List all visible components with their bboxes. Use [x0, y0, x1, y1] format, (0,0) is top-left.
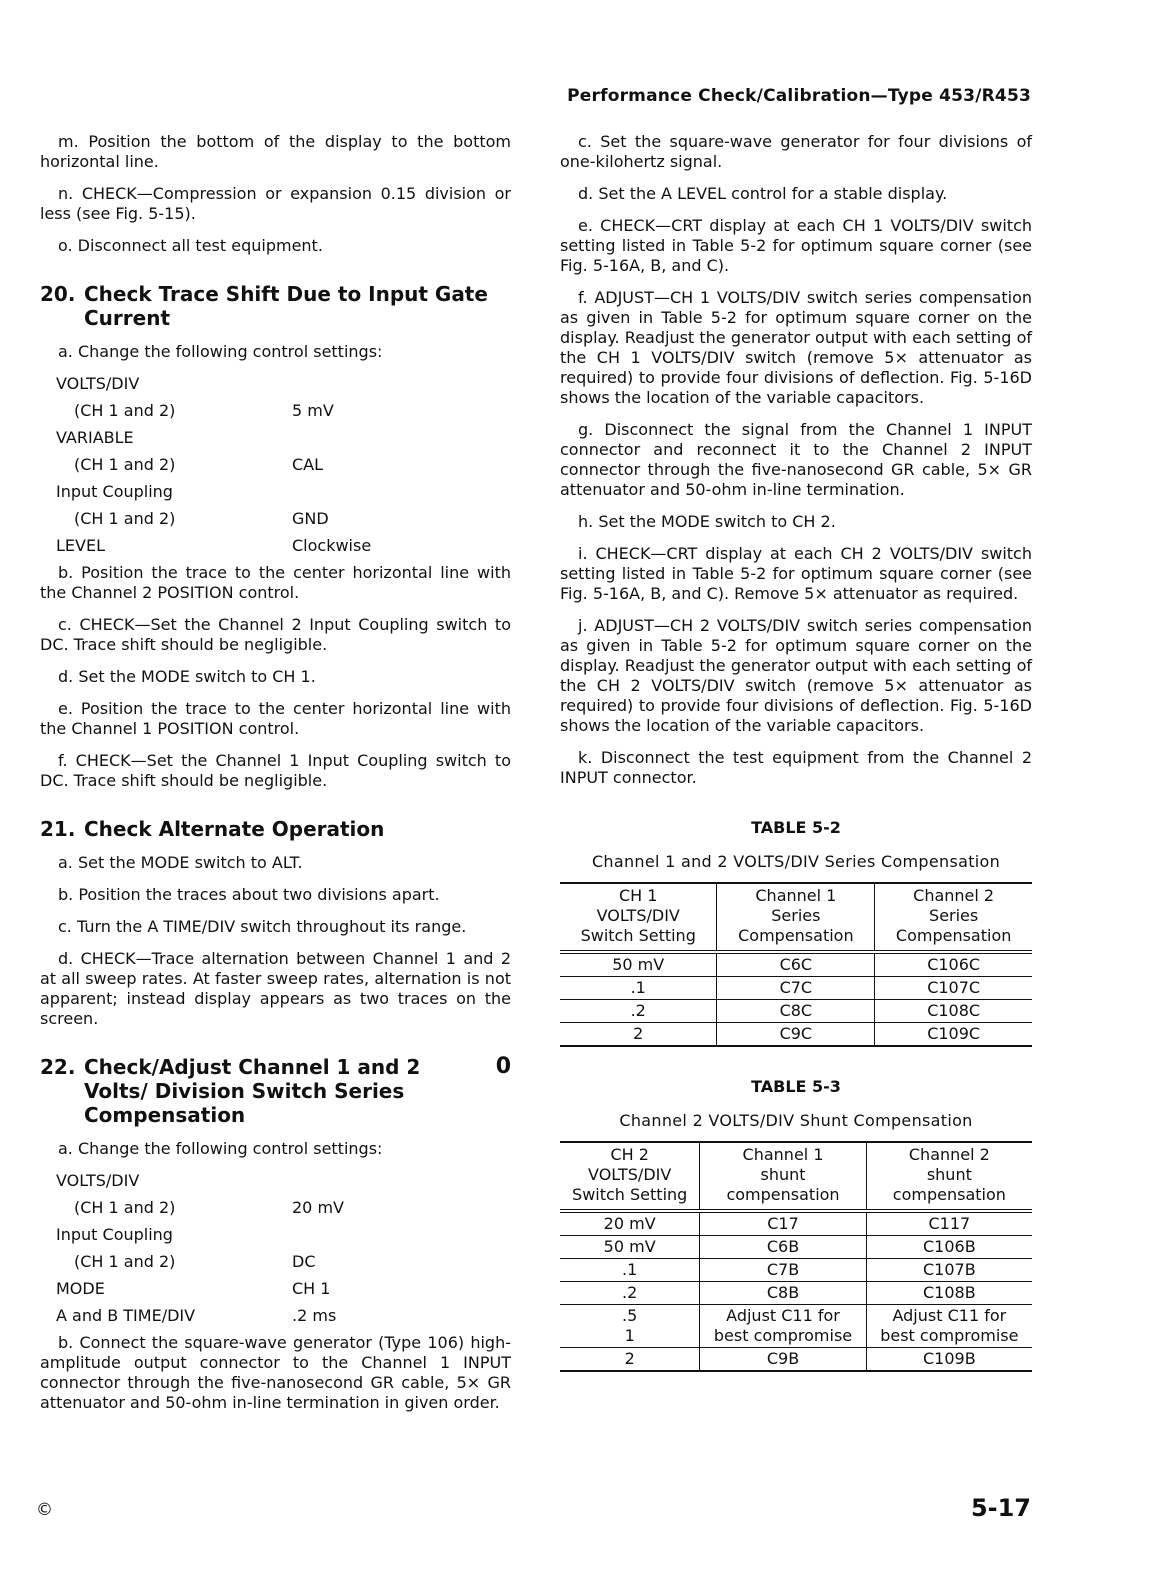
step-i: i. CHECK—CRT display at each CH 2 VOLTS/DIV switch setting listed in Table 5-2 for optimum square corner (see Fig. 5-16A, B, and C). Remove 5× attenuator as required. — [560, 544, 1032, 603]
column-header: Channel 1 Series Compensation — [717, 883, 875, 952]
s22-step-a: a. Change the following control settings: — [58, 1139, 383, 1158]
setting-row — [56, 1171, 511, 1191]
s20-step-c: c. CHECK—Set the Channel 2 Input Coupling switch to DC. Trace shift should be negligible. — [40, 615, 511, 654]
table-cell: C9C — [717, 1023, 875, 1047]
table-row — [560, 952, 1032, 977]
setting-name: (CH 1 and 2) — [74, 455, 176, 474]
step-n: n. CHECK—Compression or expansion 0.15 division or less (see Fig. 5-15). — [40, 184, 511, 223]
setting-row — [56, 1306, 511, 1326]
setting-value: GND — [292, 509, 329, 528]
table-cell: C17 — [700, 1211, 866, 1236]
running-header: Performance Check/Calibration—Type 453/R453 — [567, 86, 1031, 106]
table-cell: C117 — [866, 1211, 1032, 1236]
setting-name: (CH 1 and 2) — [74, 509, 176, 528]
setting-name: (CH 1 and 2) — [74, 1198, 176, 1217]
s20-step-e: e. Position the trace to the center horizontal line with the Channel 1 POSITION control. — [40, 699, 511, 738]
table-cell: C9B — [700, 1348, 866, 1372]
column-header: Channel 2 shunt compensation — [866, 1142, 1032, 1211]
table-cell: Adjust C11 for best compromise — [866, 1305, 1032, 1348]
table-cell: Adjust C11 for best compromise — [700, 1305, 866, 1348]
section-22-heading — [40, 1055, 511, 1127]
s22-step-b: b. Connect the square-wave generator (Type 106) high-amplitude output connector to the Channel 1 INPUT connector through the five-nanosecond GR cable, 5× GR attenuator and 50-ohm in-line termination in given order. — [40, 1333, 511, 1412]
section-number: 22. — [40, 1055, 76, 1079]
table-cell: .1 — [560, 1259, 700, 1282]
column-header: CH 2 VOLTS/DIV Switch Setting — [560, 1142, 700, 1211]
table-cell: .2 — [560, 1282, 700, 1305]
step-m: m. Position the bottom of the display to the bottom horizontal line. — [40, 132, 511, 171]
table-cell: C8C — [717, 1000, 875, 1023]
right-column — [560, 132, 1032, 1372]
setting-row — [56, 374, 511, 394]
setting-row — [56, 1198, 511, 1218]
section-20-heading — [40, 282, 511, 330]
step-o: o. Disconnect all test equipment. — [58, 236, 323, 255]
step-e: e. CHECK—CRT display at each CH 1 VOLTS/DIV switch setting listed in Table 5-2 for optimum square corner (see Fig. 5-16A, B, and C). — [560, 216, 1032, 275]
s21-step-d: d. CHECK—Trace alternation between Channel 1 and 2 at all sweep rates. At faster sweep rates, alternation is not apparent; instead display appears as two traces on the screen. — [40, 949, 511, 1028]
setting-name: VOLTS/DIV — [56, 374, 140, 393]
setting-name: A and B TIME/DIV — [56, 1306, 196, 1325]
table-5-2 — [560, 882, 1032, 1047]
section-title: Check Alternate Operation — [84, 817, 385, 841]
setting-row — [56, 1252, 511, 1272]
s20-step-b: b. Position the trace to the center horizontal line with the Channel 2 POSITION control. — [40, 563, 511, 602]
setting-row — [56, 482, 511, 502]
s22-settings — [40, 1171, 511, 1326]
table-cell: 50 mV — [560, 1236, 700, 1259]
section-title: Check/Adjust Channel 1 and 2 Volts/ Division Switch Series Compensation — [84, 1055, 421, 1127]
table-cell: 2 — [560, 1348, 700, 1372]
s20-step-d: d. Set the MODE switch to CH 1. — [58, 667, 316, 686]
table-row — [560, 1259, 1032, 1282]
s21-step-a: a. Set the MODE switch to ALT. — [58, 853, 303, 872]
copyright-mark: © — [36, 1500, 53, 1520]
table-header-row — [560, 883, 1032, 952]
setting-value: DC — [292, 1252, 316, 1271]
page-number: 5-17 — [970, 1494, 1031, 1522]
table-cell: .2 — [560, 1000, 717, 1023]
column-header: CH 1 VOLTS/DIV Switch Setting — [560, 883, 717, 952]
setting-value: 5 mV — [292, 401, 334, 420]
section-21-heading — [40, 817, 511, 841]
table-cell: C106B — [866, 1236, 1032, 1259]
s20-step-a: a. Change the following control settings: — [58, 342, 383, 361]
table-cell: 2 — [560, 1023, 717, 1047]
section-title: Check Trace Shift Due to Input Gate Current — [84, 282, 488, 330]
column-header: Channel 1 shunt compensation — [700, 1142, 866, 1211]
setting-row — [56, 509, 511, 529]
table-cell: C7C — [717, 977, 875, 1000]
table-row — [560, 1282, 1032, 1305]
setting-name: MODE — [56, 1279, 105, 1298]
setting-name: Input Coupling — [56, 482, 173, 501]
s21-step-c: c. Turn the A TIME/DIV switch throughout its range. — [58, 917, 467, 936]
table-row — [560, 1000, 1032, 1023]
table-cell: C8B — [700, 1282, 866, 1305]
table-cell: C6C — [717, 952, 875, 977]
setting-row — [56, 1225, 511, 1245]
table-5-2-subtitle: Channel 1 and 2 VOLTS/DIV Series Compensation — [591, 852, 1001, 871]
table-5-3-subtitle: Channel 2 VOLTS/DIV Shunt Compensation — [619, 1111, 973, 1130]
setting-name: (CH 1 and 2) — [74, 1252, 176, 1271]
setting-name: VOLTS/DIV — [56, 1171, 140, 1190]
table-cell: C108B — [866, 1282, 1032, 1305]
table-cell: 50 mV — [560, 952, 717, 977]
table-cell: C106C — [875, 952, 1032, 977]
setting-row — [56, 455, 511, 475]
table-row — [560, 1305, 1032, 1348]
setting-name: VARIABLE — [56, 428, 134, 447]
table-row — [560, 1348, 1032, 1372]
section-number: 21. — [40, 817, 76, 841]
left-column — [40, 132, 511, 1425]
table-5-3 — [560, 1141, 1032, 1372]
table-cell: C6B — [700, 1236, 866, 1259]
setting-row — [56, 536, 511, 556]
table-cell: C108C — [875, 1000, 1032, 1023]
table-cell: C109B — [866, 1348, 1032, 1372]
table-cell: C107C — [875, 977, 1032, 1000]
table-row — [560, 1236, 1032, 1259]
table-row — [560, 1211, 1032, 1236]
setting-name: (CH 1 and 2) — [74, 401, 176, 420]
table-cell: .1 — [560, 977, 717, 1000]
table-5-3-caption: TABLE 5-3 — [751, 1077, 841, 1096]
step-h: h. Set the MODE switch to CH 2. — [578, 512, 836, 531]
setting-name: LEVEL — [56, 536, 105, 555]
column-header: Channel 2 Series Compensation — [875, 883, 1032, 952]
setting-row — [56, 428, 511, 448]
step-f: f. ADJUST—CH 1 VOLTS/DIV switch series compensation as given in Table 5-2 for optimum square corner on the display. Readjust the generator output with each setting of the CH 1 VOLTS/DIV switch (remove 5× attenuator as required) to provide four divisions of deflection. Fig. 5-16D shows the location of the variable capacitors. — [560, 288, 1032, 407]
adjustment-mark-icon: 0 — [495, 1054, 511, 1079]
s20-settings — [40, 374, 511, 556]
setting-value: 20 mV — [292, 1198, 344, 1217]
setting-row — [56, 401, 511, 421]
s20-step-f: f. CHECK—Set the Channel 1 Input Coupling switch to DC. Trace shift should be negligible. — [40, 751, 511, 790]
table-header-row — [560, 1142, 1032, 1211]
table-5-2-caption: TABLE 5-2 — [751, 818, 841, 837]
table-cell: C109C — [875, 1023, 1032, 1047]
step-c: c. Set the square-wave generator for four divisions of one-kilohertz signal. — [560, 132, 1032, 171]
table-cell: .5 1 — [560, 1305, 700, 1348]
table-cell: C7B — [700, 1259, 866, 1282]
setting-name: Input Coupling — [56, 1225, 173, 1244]
step-g: g. Disconnect the signal from the Channel 1 INPUT connector and reconnect it to the Channel 2 INPUT connector through the five-nanosecond GR cable, 5× GR attenuator and 50-ohm in-line termination. — [560, 420, 1032, 499]
table-cell: C107B — [866, 1259, 1032, 1282]
step-k: k. Disconnect the test equipment from the Channel 2 INPUT connector. — [560, 748, 1032, 787]
setting-value: Clockwise — [292, 536, 372, 555]
setting-value: CH 1 — [292, 1279, 331, 1298]
section-number: 20. — [40, 282, 76, 306]
step-j: j. ADJUST—CH 2 VOLTS/DIV switch series compensation as given in Table 5-2 for optimum square corner on the display. Readjust the generator output with each setting of the CH 2 VOLTS/DIV switch (remove 5× attenuator as required) to provide four divisions of deflection. Fig. 5-16D shows the location of the variable capacitors. — [560, 616, 1032, 735]
setting-value: CAL — [292, 455, 324, 474]
s21-step-b: b. Position the traces about two divisions apart. — [58, 885, 440, 904]
table-row — [560, 977, 1032, 1000]
step-d: d. Set the A LEVEL control for a stable display. — [578, 184, 948, 203]
setting-value: .2 ms — [292, 1306, 337, 1325]
table-row — [560, 1023, 1032, 1047]
setting-row — [56, 1279, 511, 1299]
table-cell: 20 mV — [560, 1211, 700, 1236]
